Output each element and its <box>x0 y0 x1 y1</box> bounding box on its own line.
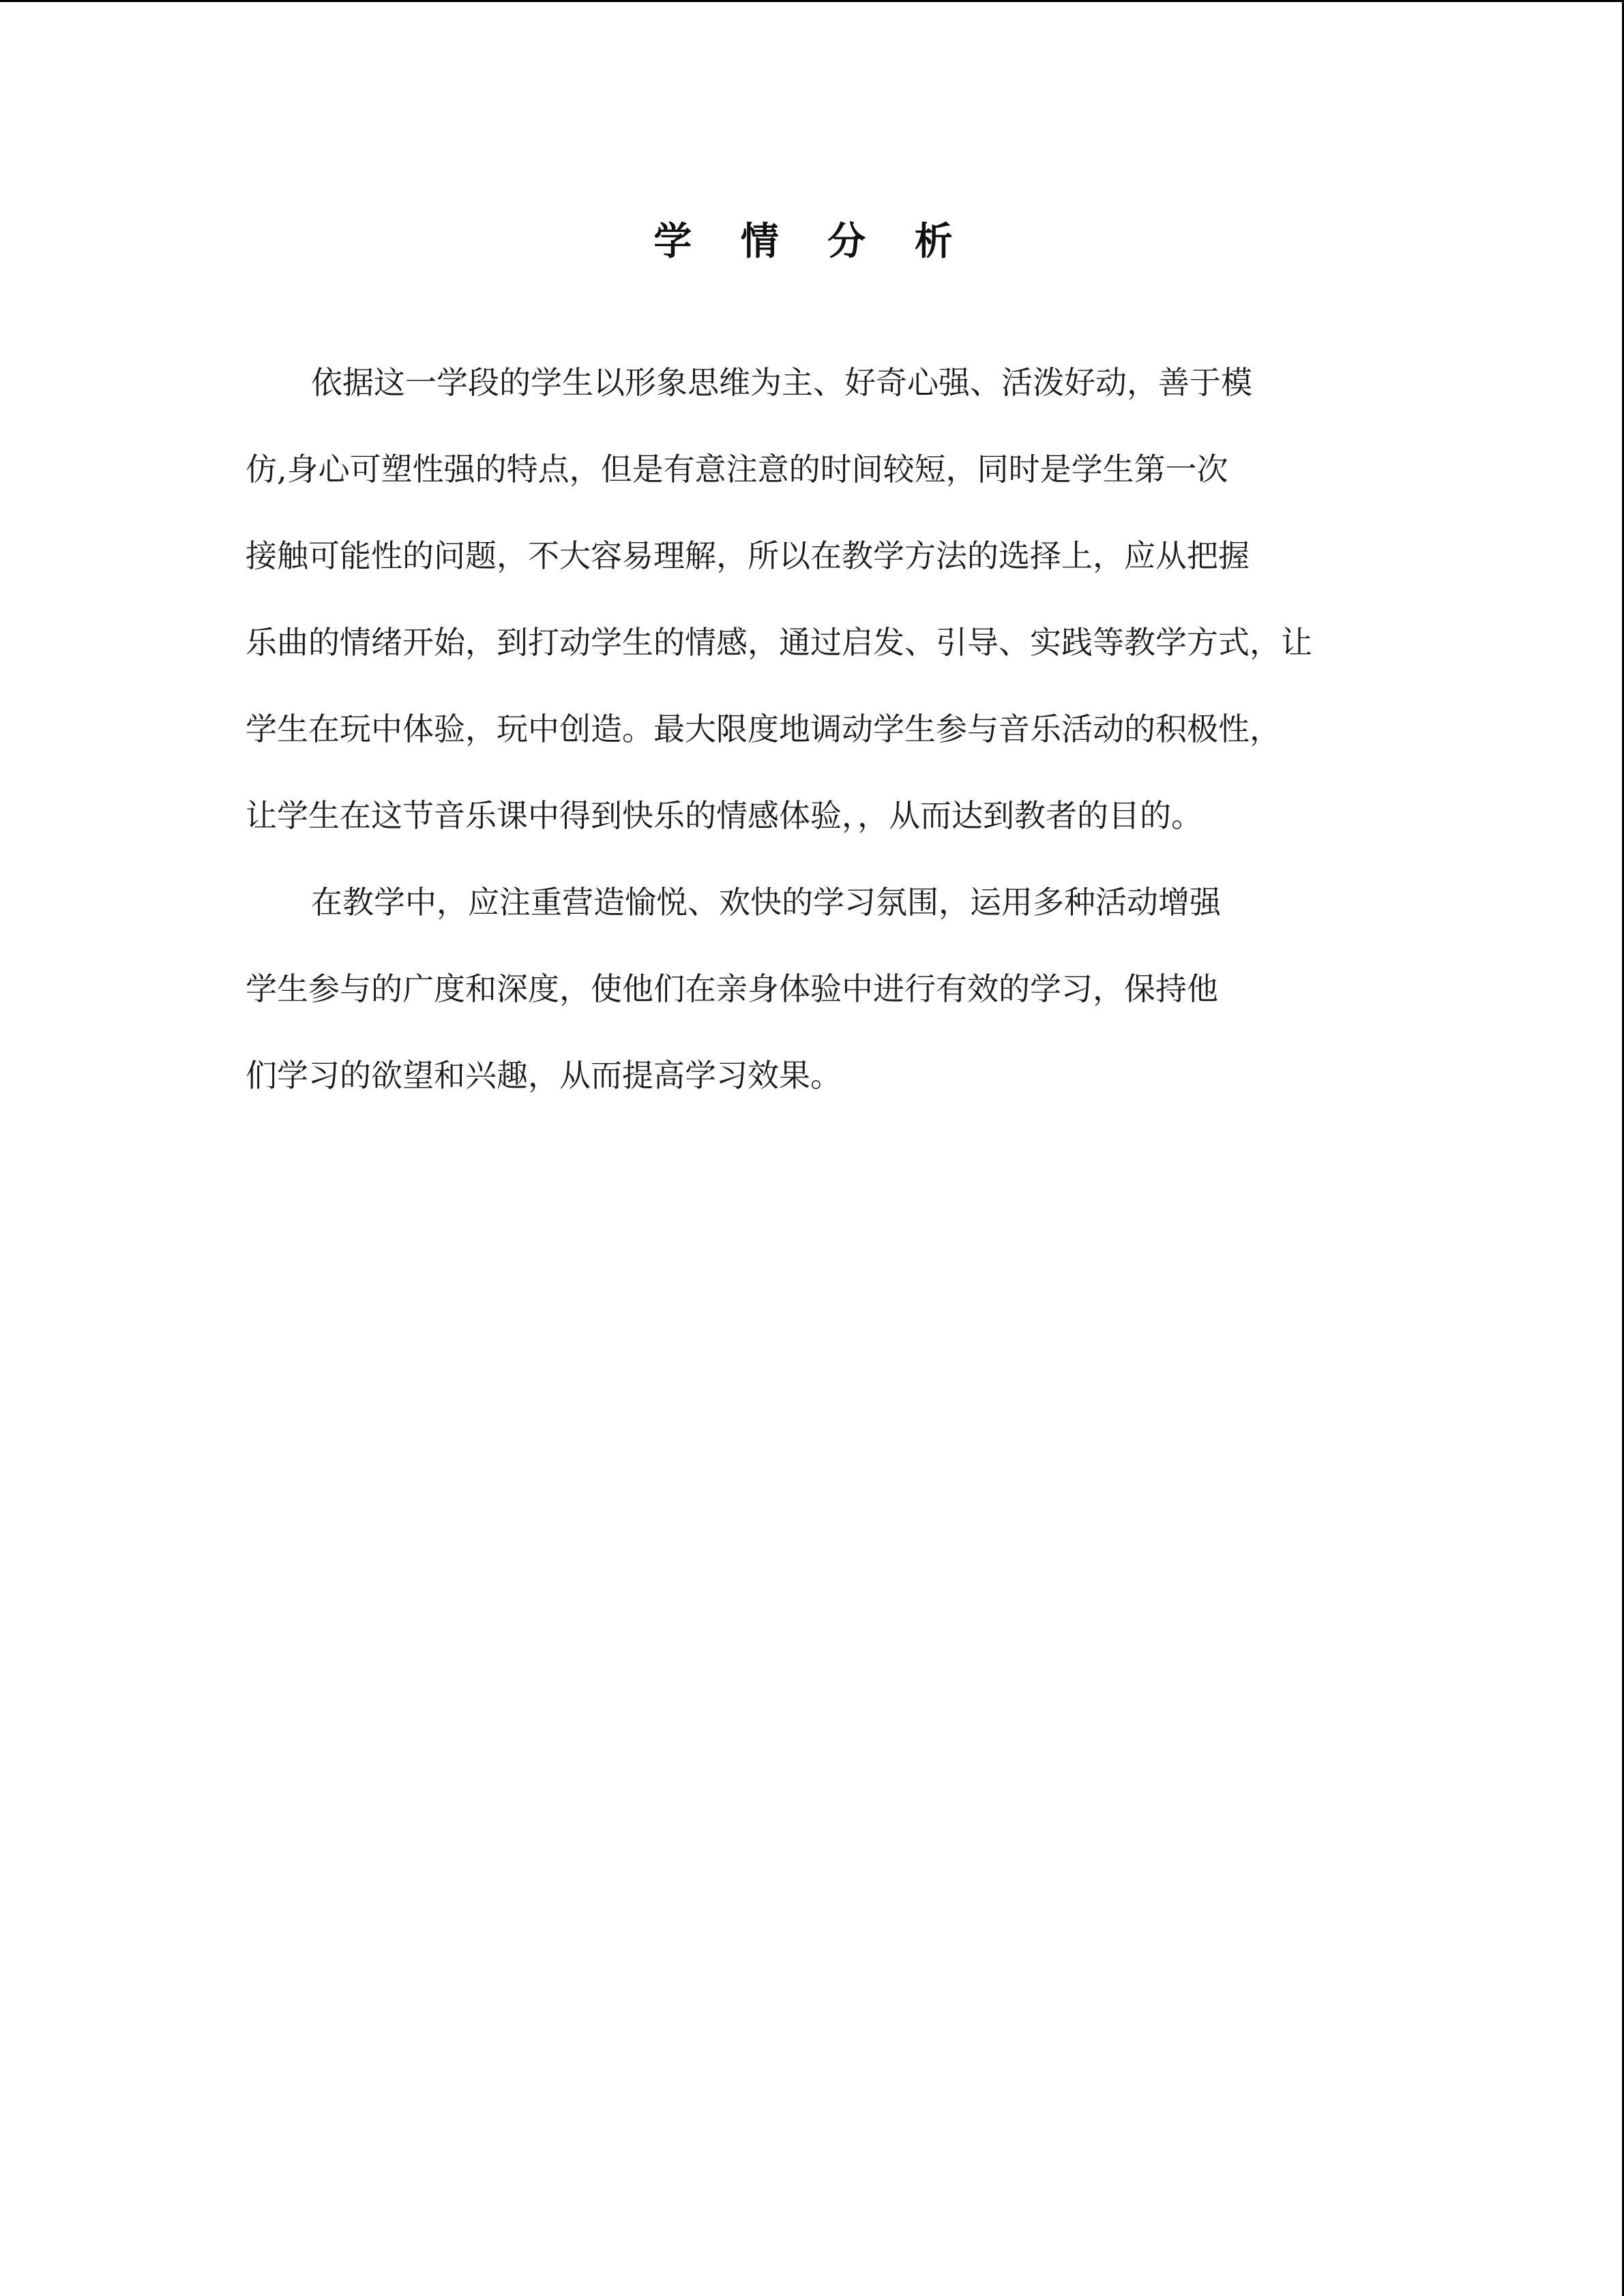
paragraph-line: 仿,身心可塑性强的特点，但是有意注意的时间较短，同时是学生第一次 <box>246 451 1228 488</box>
paragraph-line: 乐曲的情绪开始，到打动学生的情感，通过启发、引导、实践等教学方式，让 <box>246 624 1312 661</box>
paragraph-line: 学生在玩中体验，玩中创造。最大限度地调动学生参与音乐活动的积极性， <box>246 711 1281 747</box>
paragraph-line: 学生参与的广度和深度，使他们在亲身体验中进行有效的学习，保持他 <box>246 970 1218 1007</box>
paragraph-line: 让学生在这节音乐课中得到快乐的情感体验，，从而达到教者的目的。 <box>246 797 1202 834</box>
document-body <box>246 340 1371 1119</box>
paragraph-1 <box>246 340 1371 859</box>
document-title: 学 情 分 析 <box>653 220 971 264</box>
paragraph-line: 在教学中，应注重营造愉悦、欢快的学习氛围，运用多种活动增强 <box>311 884 1221 921</box>
paragraph-line: 接触可能性的问题，不大容易理解，所以在教学方法的选择上，应从把握 <box>246 537 1250 574</box>
paragraph-line: 依据这一学段的学生以形象思维为主、好奇心强、活泼好动，善于模 <box>311 364 1252 401</box>
paragraph-line: 们学习的欲望和兴趣，从而提高学习效果。 <box>246 1057 842 1094</box>
paragraph-2 <box>246 859 1371 1119</box>
